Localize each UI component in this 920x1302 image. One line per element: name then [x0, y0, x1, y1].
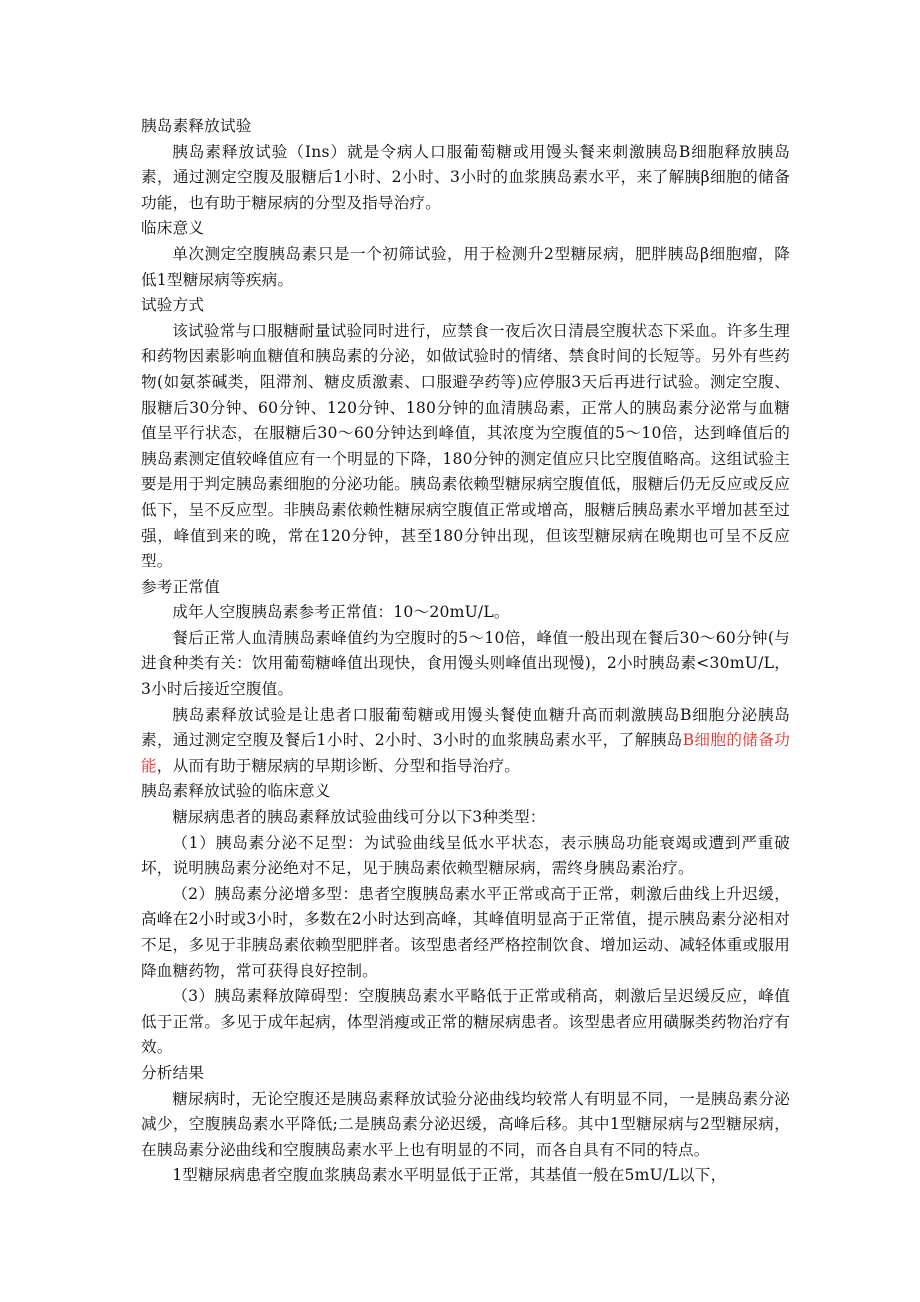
paragraph: 单次测定空腹胰岛素只是一个初筛试验，用于检测升2型糖尿病，肥胖胰岛β细胞瘤，降低1型糖尿病等疾病。 [141, 244, 790, 289]
paragraph: 1型糖尿病患者空腹血浆胰岛素水平明显低于正常，其基值一般在5mU/L以下， [172, 1166, 727, 1185]
paragraph: 成年人空腹胰岛素参考正常值：10～20mU/L。 [172, 603, 510, 622]
highlighted-text: Β细胞的储备功能 [141, 731, 791, 775]
section-heading: 胰岛素释放试验的临床意义 [141, 782, 331, 801]
paragraph-with-highlight [141, 703, 790, 780]
paragraph: 糖尿病时，无论空腹还是胰岛素释放试验分泌曲线均较常人有明显不同，一是胰岛素分泌减少，空腹胰岛素水平降低;二是胰岛素分泌迟缓，高峰后移。其中1型糖尿病与2型糖尿病，在胰岛素分泌曲线和空腹胰岛素水平上也有明显的不同，而各自具有不同的特点。 [141, 1089, 790, 1159]
paragraph-text: 胰岛素释放试验是让患者口服葡萄糖或用馒头餐使血糖升高而刺激胰岛Β细胞分泌胰岛素，通过测定空腹及餐后1小时、2小时、3小时的血浆胰岛素水平，了解胰岛 [141, 705, 790, 750]
paragraph: 胰岛素释放试验（Ins）就是令病人口服葡萄糖或用馒头餐来刺激胰岛Β细胞释放胰岛素，通过测定空腹及服糖后1小时、2小时、3小时的血浆胰岛素水平，来了解胰β细胞的储备功能，也有助于糖尿病的分型及指导治疗。 [141, 142, 790, 212]
section-heading: 试验方式 [141, 296, 205, 315]
paragraph: 餐后正常人血清胰岛素峰值约为空腹时的5～10倍，峰值一般出现在餐后30～60分钟(与进食种类有关：饮用葡萄糖峰值出现快，食用馒头则峰值出现慢)，2小时胰岛素<30mU/L，3小时后接近空腹值。 [141, 628, 790, 699]
paragraph: 该试验常与口服糖耐量试验同时进行，应禁食一夜后次日清晨空腹状态下采血。许多生理和药物因素影响血糖值和胰岛素的分泌，如做试验时的情绪、禁食时间的长短等。另外有些药物(如氨茶碱类，阻滞剂、糖皮质激素、口服避孕药等)应停服3天后再进行试验。测定空腹、服糖后30分钟、60分钟、120分钟、180分钟的血清胰岛素，正常人的胰岛素分泌常与血糖值呈平行状态，在服糖后30～60分钟达到峰值，其浓度为空腹值的5～10倍，达到峰值后的胰岛素测定值较峰值应有一个明显的下降，180分钟的测定值应只比空腹值略高。这组试验主要是用于判定胰岛素细胞的分泌功能。胰岛素依赖型糖尿病空腹值低，服糖后仍无反应或反应低下，呈不反应型。非胰岛素依赖性糖尿病空腹值正常或增高，服糖后胰岛素水平增加甚至过强，峰值到来的晚，常在120分钟，甚至180分钟出现，但该型糖尿病在晚期也可呈不反应型。 [141, 321, 790, 571]
paragraph: 糖尿病患者的胰岛素释放试验曲线可分以下3种类型： [172, 808, 546, 827]
list-item-type-2: （2）胰岛素分泌增多型：患者空腹胰岛素水平正常或高于正常，刺激后曲线上升迟缓，高峰在2小时或3小时，多数在2小时达到高峰，其峰值明显高于正常值，提示胰岛素分泌相对不足，多见于非胰岛素依赖型肥胖者。该型患者经严格控制饮食、增加运动、减轻体重或服用降血糖药物，常可获得良好控制。 [141, 884, 790, 980]
section-heading: 分析结果 [141, 1063, 205, 1082]
list-item-type-1: （1）胰岛素分泌不足型：为试验曲线呈低水平状态，表示胰岛功能衰竭或遭到严重破坏，说明胰岛素分泌绝对不足，见于胰岛素依赖型糖尿病，需终身胰岛素治疗。 [141, 833, 790, 878]
section-heading: 临床意义 [141, 219, 205, 238]
paragraph-text: ，从而有助于糖尿病的早期诊断、分型和指导治疗。 [156, 756, 521, 775]
section-heading: 胰岛素释放试验 [141, 117, 252, 135]
list-item-type-3: （3）胰岛素释放障碍型：空腹胰岛素水平略低于正常或稍高，刺激后呈迟缓反应，峰值低于正常。多见于成年起病，体型消瘦或正常的糖尿病患者。该型患者应用磺脲类药物治疗有效。 [141, 987, 790, 1057]
section-heading: 参考正常值 [141, 577, 220, 596]
